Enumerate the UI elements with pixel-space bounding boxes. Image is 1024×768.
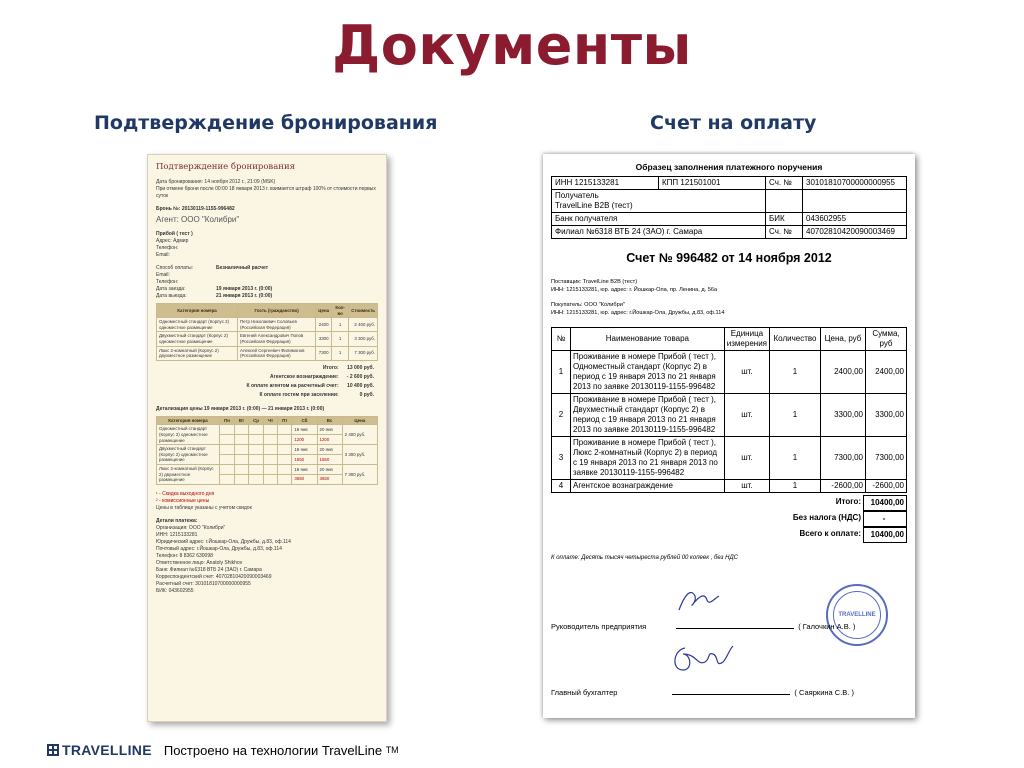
- booking-number: Бронь №: 20130119-1155-996482: [156, 206, 235, 212]
- hotel-email: Email:: [156, 252, 170, 258]
- table-row: Одноместный стандарт (Корпус 2) одноместное размещение Петр Николаевич Соловьев (Российская Федерация) 2400 1 2 400 руб.: [157, 318, 378, 332]
- table-row: 3 Проживание в номере Прибой ( тест ), Люкс 2-комнатный (Корпус 2) в период с 19 января 2013 по 21 января 2013 по заявке 20130119-1155-996482 шт. 1 7300,00 7300,00: [552, 437, 907, 480]
- rooms-header: Кол-во: [332, 304, 349, 318]
- price-detail-title: Детализация цены 19 января 2013 г. (0:00) — 21 января 2013 г. (0:00): [156, 405, 325, 412]
- rooms-header: Стоимость: [349, 304, 378, 318]
- hotel-name: Прибой ( тест ): [156, 231, 193, 237]
- table-row: 4 Агентское вознаграждение шт. 1 -2600,00 -2600,00: [552, 480, 907, 493]
- payment-detail-line: Расчетный счет: 30101810700000000955: [156, 580, 251, 587]
- table-row: 1 Проживание в номере Прибой ( тест ), Одноместный стандарт (Корпус 2) в период с 19 января 2013 по 21 января 2013 по заявке 20130119-1155-996482 шт. 1 2400,00 2400,00: [552, 351, 907, 394]
- travelline-logo-icon: [47, 744, 59, 756]
- table-row: Одноместный стандарт (Корпус 2) одноместное размещение 19 янв 20 янв 2 400 руб.: [157, 425, 378, 435]
- payment-detail-line: Телефон: 8 8362 630098: [156, 552, 213, 559]
- travelline-logo: TRAVELLINE: [47, 742, 152, 758]
- hotel-phone: Телефон:: [156, 245, 179, 251]
- agent-commission: Агентское вознаграждение: - 2 600 руб.: [270, 373, 374, 380]
- supplier: Поставщик: TravelLine B2B (тест): [551, 279, 638, 285]
- invoice-title: Счет № 996482 от 14 ноября 2012: [626, 251, 832, 265]
- booking-confirmation-document: [147, 154, 387, 722]
- buyer: Покупатель: ООО "Колибри": [551, 302, 625, 308]
- booking-title: Подтверждение бронирования: [156, 162, 295, 172]
- rooms-table: [156, 303, 378, 361]
- payment-detail-line: БИК: 043602955: [156, 587, 194, 594]
- rooms-header: Цена: [316, 304, 332, 318]
- payment-detail-line: Организация: ООО "Колибри": [156, 524, 226, 531]
- footer: [47, 742, 399, 758]
- invoice-caption: Счет на оплату: [650, 112, 817, 134]
- agent-payment: К оплате агентом на расчетный счет: 10 400 руб.: [246, 382, 374, 389]
- page-title: Документы: [332, 14, 692, 77]
- director-line: Руководитель предприятия ( Галочкин А.В. ): [551, 622, 856, 631]
- footer-text: Построено на технологии TravelLine: [163, 742, 383, 758]
- booking-phone2: Телефон:: [156, 279, 179, 285]
- trademark: TM: [385, 745, 399, 755]
- note-commission: ² - комиссионные цены: [156, 497, 210, 504]
- rooms-header: Категория номера: [157, 304, 238, 318]
- rooms-header: Гость (гражданство): [238, 304, 316, 318]
- buyer-address: ИНН: 1215133281, юр. адрес: г.Йошкар-Ола, Дружбы, д.83, оф.114: [551, 309, 725, 316]
- booking-total: Итого: 13 000 руб.: [322, 364, 374, 371]
- payment-detail-line: Юридический адрес: г.Йошкар-Ола, Дружбы, д.83, оф.114: [156, 538, 291, 545]
- payment-form-title: Образец заполнения платежного поручения: [635, 162, 823, 172]
- hotel-address: Адрес: Адмир: [156, 238, 189, 244]
- bank-details-table: ИНН 1215133281 КПП 121501001 Сч. № 30101810700000000955 Получатель TravelLine B2B (тест) Банк получателя БИК 043602955 Филиал №6318 ВТБ 24 (ЗАО) г. Самара Сч. № 40702810420090003469: [551, 176, 907, 239]
- payment-detail-line: ИНН: 1215133281: [156, 531, 198, 538]
- table-row: Двухместный стандарт (Корпус 2) одноместное размещение 19 янв 20 янв 3 300 руб.: [157, 445, 378, 455]
- table-row: Люкс 2-комнатный (Корпус 2) двухместное размещение 19 янв 20 янв 7 300 руб.: [157, 464, 378, 474]
- invoice-items-table: № Наименование товара Единица измерения Количество Цена, руб Сумма, руб 1 Проживание в номере Прибой ( тест ), Одноместный стандарт (Корпус 2) в период с 19 января 2013 по 21 января 2013 по заявке 20130119-1155-996482 шт. 1 2400,00 2400,00 2 Проживание в номере Прибой ( тест ), Двухместный стандарт (Корпус 2) в период с 19 января 2013 по 21 января 2013 по заявке 20130119-1155-996482 шт. 1 3300,00 3300,00 3 Проживание в номере Прибой ( тест ), Люкс 2-комнатный (Корпус 2) в период с 19 января 2013 по 21 января 2013 по заявке 20130119-1155-996482 шт. 1 7300,00 7300,00 4 Агентское вознаграждение шт. 1 -2600,00 -2600,00: [551, 327, 907, 493]
- booking-caption: Подтверждение бронирования: [94, 112, 438, 134]
- accountant-line: Главный бухгалтер ( Саяркина С.В. ): [551, 688, 854, 697]
- invoice-total: Итого: 10400,00: [551, 495, 907, 511]
- booking-penalty: При отмене брони после 00:00 18 января 2013 г. взимается штраф 100% от стоимости первых суток: [156, 186, 376, 199]
- payment-detail-line: Банк: Филиал №6318 ВТБ 24 (ЗАО) г. Самара: [156, 566, 262, 573]
- table-row: Двухместный стандарт (Корпус 2) одноместное размещение Евгений Александрович Попов (Российская Федерация) 3300 1 3 300 руб.: [157, 332, 378, 346]
- table-row: 2 Проживание в номере Прибой ( тест ), Двухместный стандарт (Корпус 2) в период с 19 января 2013 по 21 января 2013 по заявке 20130119-1155-996482 шт. 1 3300,00 3300,00: [552, 394, 907, 437]
- payment-method: Способ оплаты: Безналичный расчет: [156, 265, 269, 271]
- amount-in-words: К оплате: Десять тысяч четыреста рублей 00 копеек , без НДС: [551, 555, 739, 561]
- table-row: Люкс 2-комнатный (Корпус 2) двухместное размещение Алексей Сергеевич Филимонов (Российская Федерация) 7300 1 7 300 руб.: [157, 346, 378, 360]
- director-signature: [671, 584, 723, 618]
- booking-date: Дата бронирования: 14 ноября 2012 г., 21:09 (MSK): [156, 179, 276, 185]
- booking-email2: Email:: [156, 272, 170, 278]
- invoice-grand-total: Всего к оплате: 10400,00: [551, 527, 907, 543]
- accountant-signature: [667, 640, 737, 682]
- guest-payment: К оплате гостем при заселении: 0 руб.: [259, 391, 374, 398]
- supplier-address: ИНН: 1215133281, юр. адрес: г. Йошкар-Ола, пр. Ленина, д. 56а: [551, 286, 718, 293]
- payment-detail-line: Ответственное лицо: Anatoly Shikhov: [156, 559, 243, 566]
- note-discounts: Цены в таблице указаны с учетом скидок: [156, 504, 252, 511]
- price-detail-table: Категория номера Пн Вт Ср Чт Пт Сб Вс Цена Одноместный стандарт (Корпус 2) одноместное размещение 19 янв 20 янв 2 400 руб. 1200 1200 Двухместный стандарт (Корпус 2) одноместное размещение 19 янв 20 янв 3 300 руб. 1650 1650 Люкс 2-комнатный (Корпус 2) двухместное размещение 19 янв 20 янв 7 300 руб. 3650 3650: [156, 416, 378, 485]
- payment-details-title: Детали платежа:: [156, 517, 198, 524]
- note-weekend: ¹ - Скидка выходного дня: [156, 490, 215, 497]
- checkin-date: Дата заезда: 19 января 2013 г. (0:00): [156, 286, 273, 292]
- invoice-document: [543, 154, 915, 718]
- company-stamp: TRAVELLINE: [826, 584, 888, 646]
- payment-detail-line: Почтовый адрес: г.Йошкар-Ола, Дружбы, д.83, оф.114: [156, 545, 282, 552]
- invoice-vat: Без налога (НДС) -: [551, 511, 907, 527]
- checkout-date: Дата выезда: 21 января 2013 г. (0:00): [156, 293, 273, 299]
- booking-agent: Агент: ООО "Колибри": [156, 215, 240, 224]
- payment-detail-line: Корреспондентский счет: 40702810420090003469: [156, 573, 272, 580]
